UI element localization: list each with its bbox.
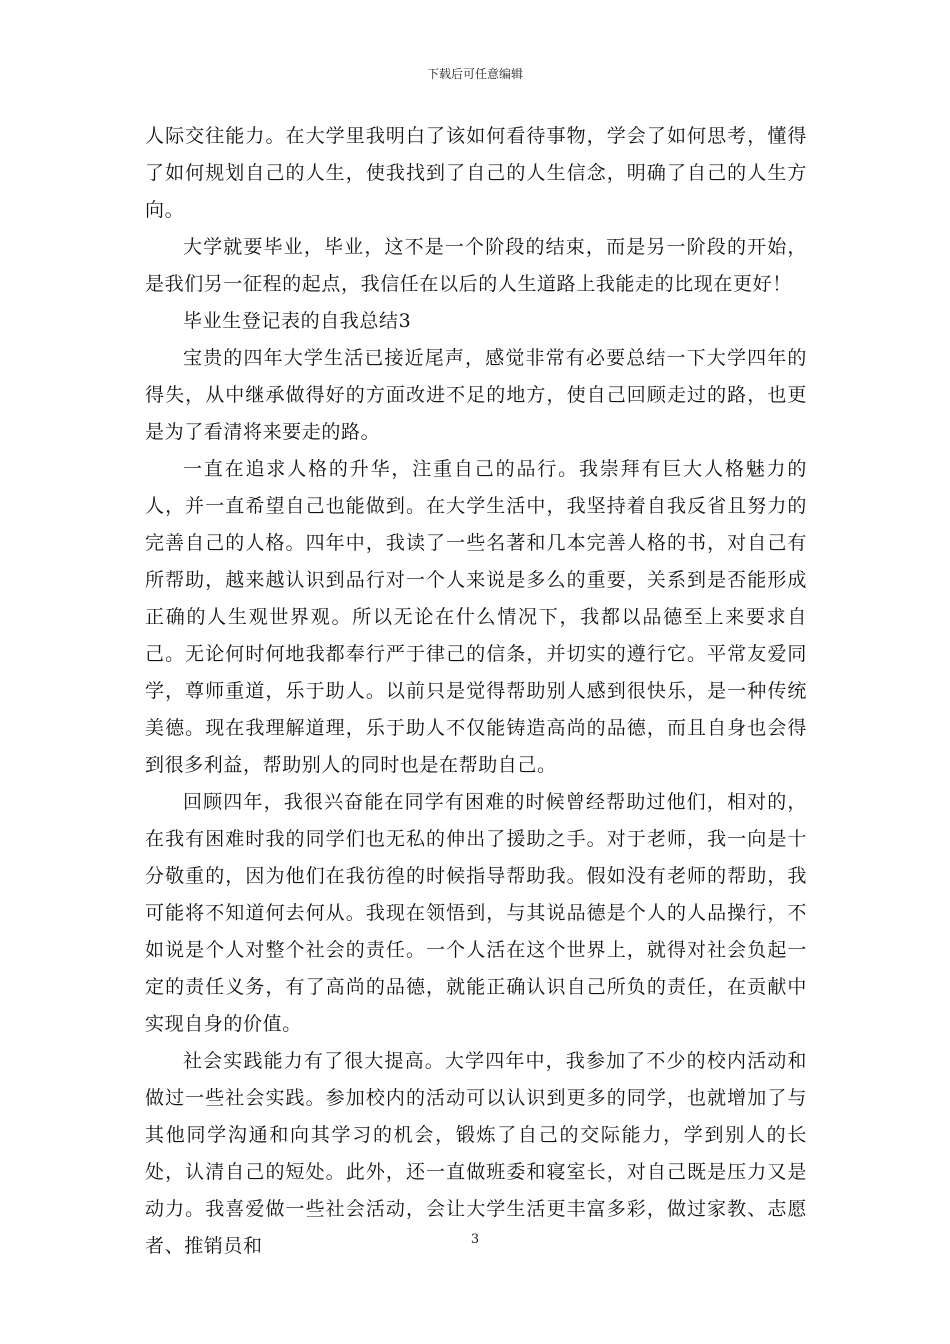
section-heading: 毕业生登记表的自我总结3 [183,310,412,332]
paragraph-continuation: 人际交往能力。在大学里我明白了该如何看待事物，学会了如何思考，懂得了如何规划自己的人生，使我找到了自己的人生信念，明确了自己的人生方向。 [145,125,807,221]
page-header: 下载后可任意编辑 [426,67,523,81]
paragraph: 社会实践能力有了很大提高。大学四年中，我参加了不少的校内活动和做过一些社会实践。参加校内的活动可以认识到更多的同学，也就增加了与其他同学沟通和向其学习的机会，锻炼了自己的交际能力，学到别人的长处，认清自己的短处。此外，还一直做班委和寝室长，对自己既是压力又是动力。我喜爱做一些社会活动，会让大学生活更丰富多彩，做过家教、志愿者、推销员和 [145,1050,807,1257]
paragraph: 回顾四年，我很兴奋能在同学有困难的时候曾经帮助过他们，相对的，在我有困难时我的同学们也无私的伸出了援助之手。对于老师，我一向是十分敬重的，因为他们在我彷徨的时候指导帮助我。假如没有老师的帮助，我可能将不知道何去何从。我现在领悟到，与其说品德是个人的人品操行，不如说是个人对整个社会的责任。一个人活在这个世界上，就得对社会负起一定的责任义务，有了高尚的品德，就能正确认识自己所负的责任，在贡献中实现自身的价值。 [145,791,807,1035]
paragraph: 大学就要毕业，毕业，这不是一个阶段的结束，而是另一阶段的开始，是我们另一征程的起点，我信任在以后的人生道路上我能走的比现在更好！ [145,236,807,295]
page-number: 3 [470,1232,480,1247]
paragraph: 一直在追求人格的升华，注重自己的品行。我崇拜有巨大人格魅力的人，并一直希望自己也能做到。在大学生活中，我坚持着自我反省且努力的完善自己的人格。四年中，我读了一些名著和几本完善人格的书，对自己有所帮助，越来越认识到品行对一个人来说是多么的重要，关系到是否能形成正确的人生观世界观。所以无论在什么情况下，我都以品德至上来要求自己。无论何时何地我都奉行严于律己的信条，并切实的遵行它。平常友爱同学，尊师重道，乐于助人。以前只是觉得帮助别人感到很快乐，是一种传统美德。现在我理解道理，乐于助人不仅能铸造高尚的品德，而且自身也会得到很多利益，帮助别人的同时也是在帮助自己。 [145,458,807,776]
document-body [145,118,807,1265]
paragraph: 宝贵的四年大学生活已接近尾声，感觉非常有必要总结一下大学四年的得失，从中继承做得好的方面改进不足的地方，使自己回顾走过的路，也更是为了看清将来要走的路。 [145,347,807,443]
